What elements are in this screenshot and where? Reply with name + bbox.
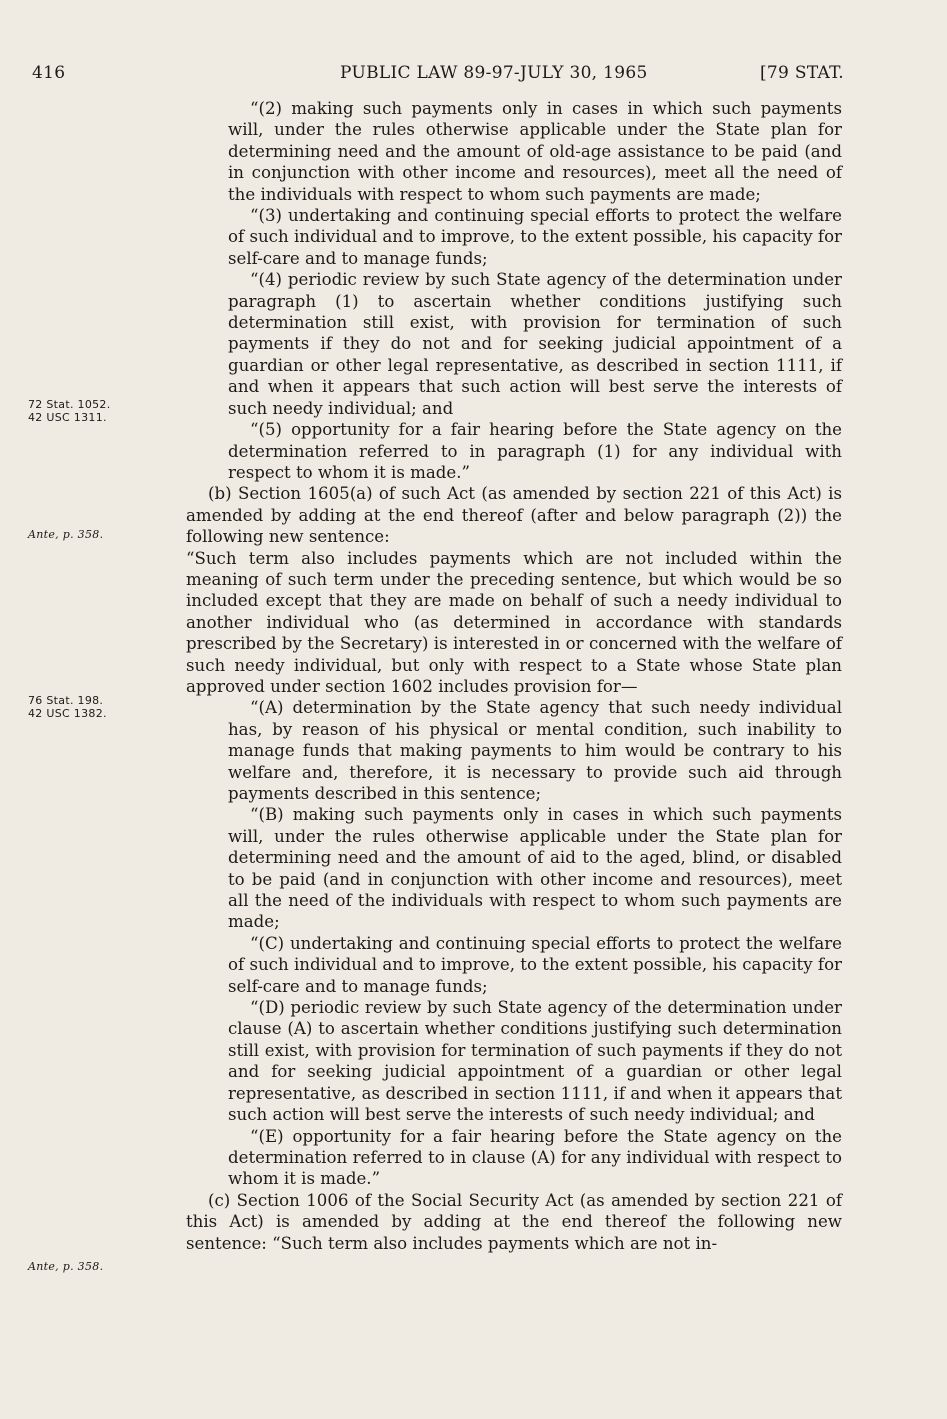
- clause-paragraph: “(D) periodic review by such State agency of the determination under clause (A) to ascertain whether conditions justifying such determination still exist, with provision for termination of such payments if they do not and for seeking judicial appointment of a guardian or other legal representative, as described in section 1111, if and when it appears that such action will best serve the interests of such needy individual; and: [228, 998, 842, 1125]
- margin-note: [28, 1260, 158, 1273]
- clause-paragraph: “(B) making such payments only in cases in which such payments will, under the rules otherwise applicable under the State plan for determining need and the amount of aid to the aged, blind, or disabled to be paid (and in conjunction with other income and resources), meet all the need of the individuals with respect to whom such payments are made;: [228, 805, 842, 932]
- clause-paragraph: “(2) making such payments only in cases in which such payments will, under the rules otherwise applicable under the State plan for determining need and the amount of old-age assistance to be paid (and in conjunction with other income and resources), meet all the need of the individuals with respect to whom such payments are made;: [228, 99, 842, 204]
- statute-text: [186, 98, 842, 1254]
- clause-paragraph: “(C) undertaking and continuing special efforts to protect the welfare of such individual and to improve, to the extent possible, his capacity for self-care and to manage funds;: [228, 933, 842, 996]
- margin-note-line: 76 Stat. 198.: [28, 694, 104, 707]
- clause-paragraph: “(5) opportunity for a fair hearing before the State agency on the determination referred to in paragraph (1) for any individual with respect to whom it is made.”: [228, 420, 842, 482]
- section-paragraph: (c) Section 1006 of the Social Security Act (as amended by section 221 of this Act) is amended by adding at the end thereof the following new sentence: “Such term also includes payments which are not in-: [186, 1190, 842, 1253]
- clause-paragraph: “(A) determination by the State agency that such needy individual has, by reason of his physical or mental condition, such inability to manage funds that making payments to him would be contrary to his welfare and, therefore, it is necessary to provide such aid through payments described in this sentence;: [228, 698, 842, 803]
- margin-note: [28, 528, 158, 541]
- margin-note-line: Ante, p. 358.: [28, 1260, 104, 1273]
- running-title: PUBLIC LAW 89-97-JULY 30, 1965: [340, 63, 648, 83]
- quoted-sentence: “Such term also includes payments which are not included within the meaning of such term under the preceding sentence, but which would be so included except that they are made on behalf of such a needy individual to another individual who (as determined in accordance with standards prescribed by the Secretary) is interested in or concerned with the welfare of such needy individual, but only with respect to a State whose State plan approved under section 1602 includes provision for—: [186, 548, 842, 696]
- clause-paragraph: “(3) undertaking and continuing special efforts to protect the welfare of such individual and to improve, to the extent possible, his capacity for self-care and to manage funds;: [228, 206, 842, 268]
- volume-reference: [79 STAT.: [760, 63, 845, 83]
- clause-paragraph: “(4) periodic review by such State agency of the determination under paragraph (1) to ascertain whether conditions justifying such determination still exist, with provision for termination of such payments if they do not and for seeking judicial appointment of a guardian or other legal representative, as described in section 1111, if and when it appears that such action will best serve the interests of such needy individual; and: [228, 270, 842, 418]
- margin-note: [28, 694, 158, 720]
- margin-note-line: Ante, p. 358.: [28, 528, 104, 541]
- margin-note: [28, 398, 158, 424]
- section-paragraph: (b) Section 1605(a) of such Act (as amended by section 221 of this Act) is amended by adding at the end thereof (after and below paragraph (2)) the following new sentence:: [186, 484, 842, 547]
- clause-paragraph: “(E) opportunity for a fair hearing before the State agency on the determination referred to in clause (A) for any individual with respect to whom it is made.”: [228, 1126, 842, 1189]
- page-number: 416: [32, 63, 66, 83]
- margin-note-line: 42 USC 1311.: [28, 411, 107, 424]
- margin-note-line: 42 USC 1382.: [28, 707, 107, 720]
- margin-note-line: 72 Stat. 1052.: [28, 398, 111, 411]
